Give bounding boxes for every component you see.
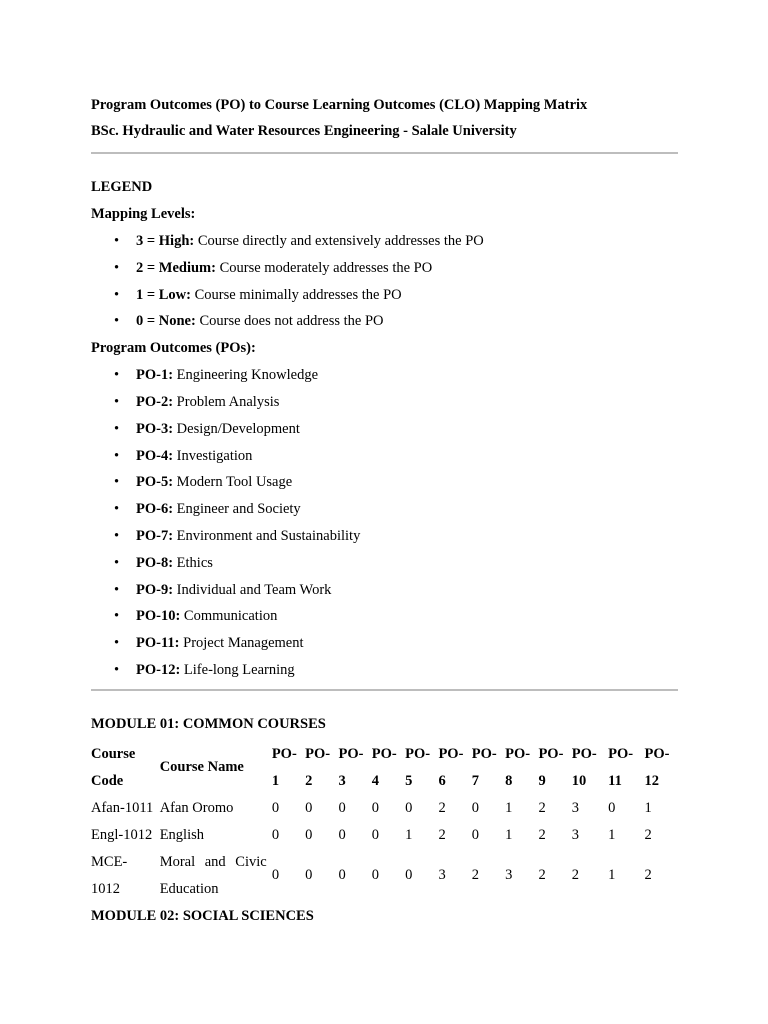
cell-value: 0 (271, 826, 280, 843)
cell-value: 3 (571, 799, 580, 816)
table-header-row (91, 741, 681, 795)
list-item: • PO-4: Investigation (136, 443, 678, 470)
list-item: • PO-6: Engineer and Society (136, 496, 678, 523)
cell-value: 0 (338, 826, 346, 843)
cell-course-code: Engl-1012 (91, 826, 153, 843)
cell-value: 0 (471, 799, 480, 816)
col-po: PO- 10 (571, 745, 597, 789)
mapping-levels-list (91, 228, 678, 335)
cell-value: 2 (438, 799, 446, 816)
document-page (91, 92, 678, 929)
col-po: PO- 12 (644, 745, 670, 789)
cell-value: 0 (371, 826, 380, 843)
list-item: • PO-10: Communication (136, 603, 678, 630)
module-01-heading: MODULE 01: COMMON COURSES (91, 715, 326, 732)
cell-value: 1 (405, 826, 413, 843)
col-po: PO- 8 (505, 745, 531, 789)
cell-value: 1 (505, 799, 513, 816)
cell-value: 0 (305, 867, 313, 884)
table-row (91, 822, 681, 849)
cell-value: 0 (371, 799, 380, 816)
cell-value: 0 (338, 867, 346, 884)
cell-value: 0 (405, 867, 413, 884)
col-po: PO- 2 (305, 745, 331, 789)
list-item: • 0 = None: Course does not address the PO (136, 308, 678, 335)
cell-value: 2 (644, 867, 652, 884)
cell-value: 0 (271, 867, 280, 884)
col-po: PO- 9 (538, 745, 564, 789)
table-row (91, 795, 681, 822)
cell-value: 2 (538, 799, 546, 816)
cell-value: 1 (608, 826, 616, 843)
cell-value: 2 (644, 826, 652, 843)
list-item: • PO-12: Life-long Learning (136, 657, 678, 684)
cell-value: 3 (571, 826, 580, 843)
cell-value: 2 (438, 826, 446, 843)
cell-value: 2 (571, 867, 580, 884)
legend-heading: LEGEND (91, 179, 153, 195)
list-item: • PO-3: Design/Development (136, 416, 678, 443)
cell-course-code: Afan-1011 (91, 799, 154, 816)
col-po: PO- 6 (438, 745, 464, 789)
mapping-levels-heading: Mapping Levels: (91, 206, 196, 222)
cell-value: 0 (608, 799, 616, 816)
module-01-table (91, 741, 681, 903)
cell-course-name: English (159, 826, 204, 843)
cell-value: 3 (505, 867, 513, 884)
col-po: PO- 7 (471, 745, 497, 789)
col-course-name: Course Name (159, 759, 244, 776)
list-item: • PO-1: Engineering Knowledge (136, 362, 678, 389)
cell-value: 3 (438, 867, 446, 884)
document-title: Program Outcomes (PO) to Course Learning Outcomes (CLO) Mapping Matrix (91, 97, 588, 113)
cell-value: 0 (338, 799, 346, 816)
list-item: • PO-11: Project Management (136, 630, 678, 657)
cell-value: 0 (305, 826, 313, 843)
cell-value: 1 (608, 867, 616, 884)
cell-value: 0 (271, 799, 280, 816)
program-outcomes-heading: Program Outcomes (POs): (91, 340, 256, 357)
cell-value: 2 (471, 867, 480, 884)
list-item: • PO-9: Individual and Team Work (136, 577, 678, 604)
program-outcomes-list (91, 362, 678, 684)
list-item: • PO-7: Environment and Sustainability (136, 523, 678, 550)
cell-value: 0 (405, 799, 413, 816)
col-po: PO- 11 (608, 745, 634, 789)
cell-course-name: Moral and Civic Education (159, 853, 267, 897)
col-po: PO- 3 (338, 745, 364, 789)
list-item: • 2 = Medium: Course moderately addresses the PO (136, 255, 678, 282)
cell-course-name: Afan Oromo (159, 799, 234, 816)
list-item: • 3 = High: Course directly and extensively addresses the PO (136, 228, 678, 255)
list-item: • PO-8: Ethics (136, 550, 678, 577)
list-item: • PO-2: Problem Analysis (136, 389, 678, 416)
col-po: PO- 1 (271, 745, 297, 789)
list-item: • PO-5: Modern Tool Usage (136, 469, 678, 496)
cell-course-code: MCE- 1012 (91, 853, 128, 897)
col-po: PO- 5 (405, 745, 431, 789)
list-item: • 1 = Low: Course minimally addresses the PO (136, 282, 678, 309)
module-02-heading: MODULE 02: SOCIAL SCIENCES (91, 907, 314, 924)
cell-value: 1 (505, 826, 513, 843)
cell-value: 2 (538, 826, 546, 843)
cell-value: 0 (371, 867, 380, 884)
cell-value: 0 (305, 799, 313, 816)
cell-value: 2 (538, 867, 546, 884)
table-row (91, 849, 681, 903)
col-course-code: Course Code (91, 745, 136, 789)
cell-value: 1 (644, 799, 652, 816)
col-po: PO- 4 (371, 745, 397, 789)
document-subtitle: BSc. Hydraulic and Water Resources Engineering - Salale University (91, 123, 517, 139)
cell-value: 0 (471, 826, 480, 843)
